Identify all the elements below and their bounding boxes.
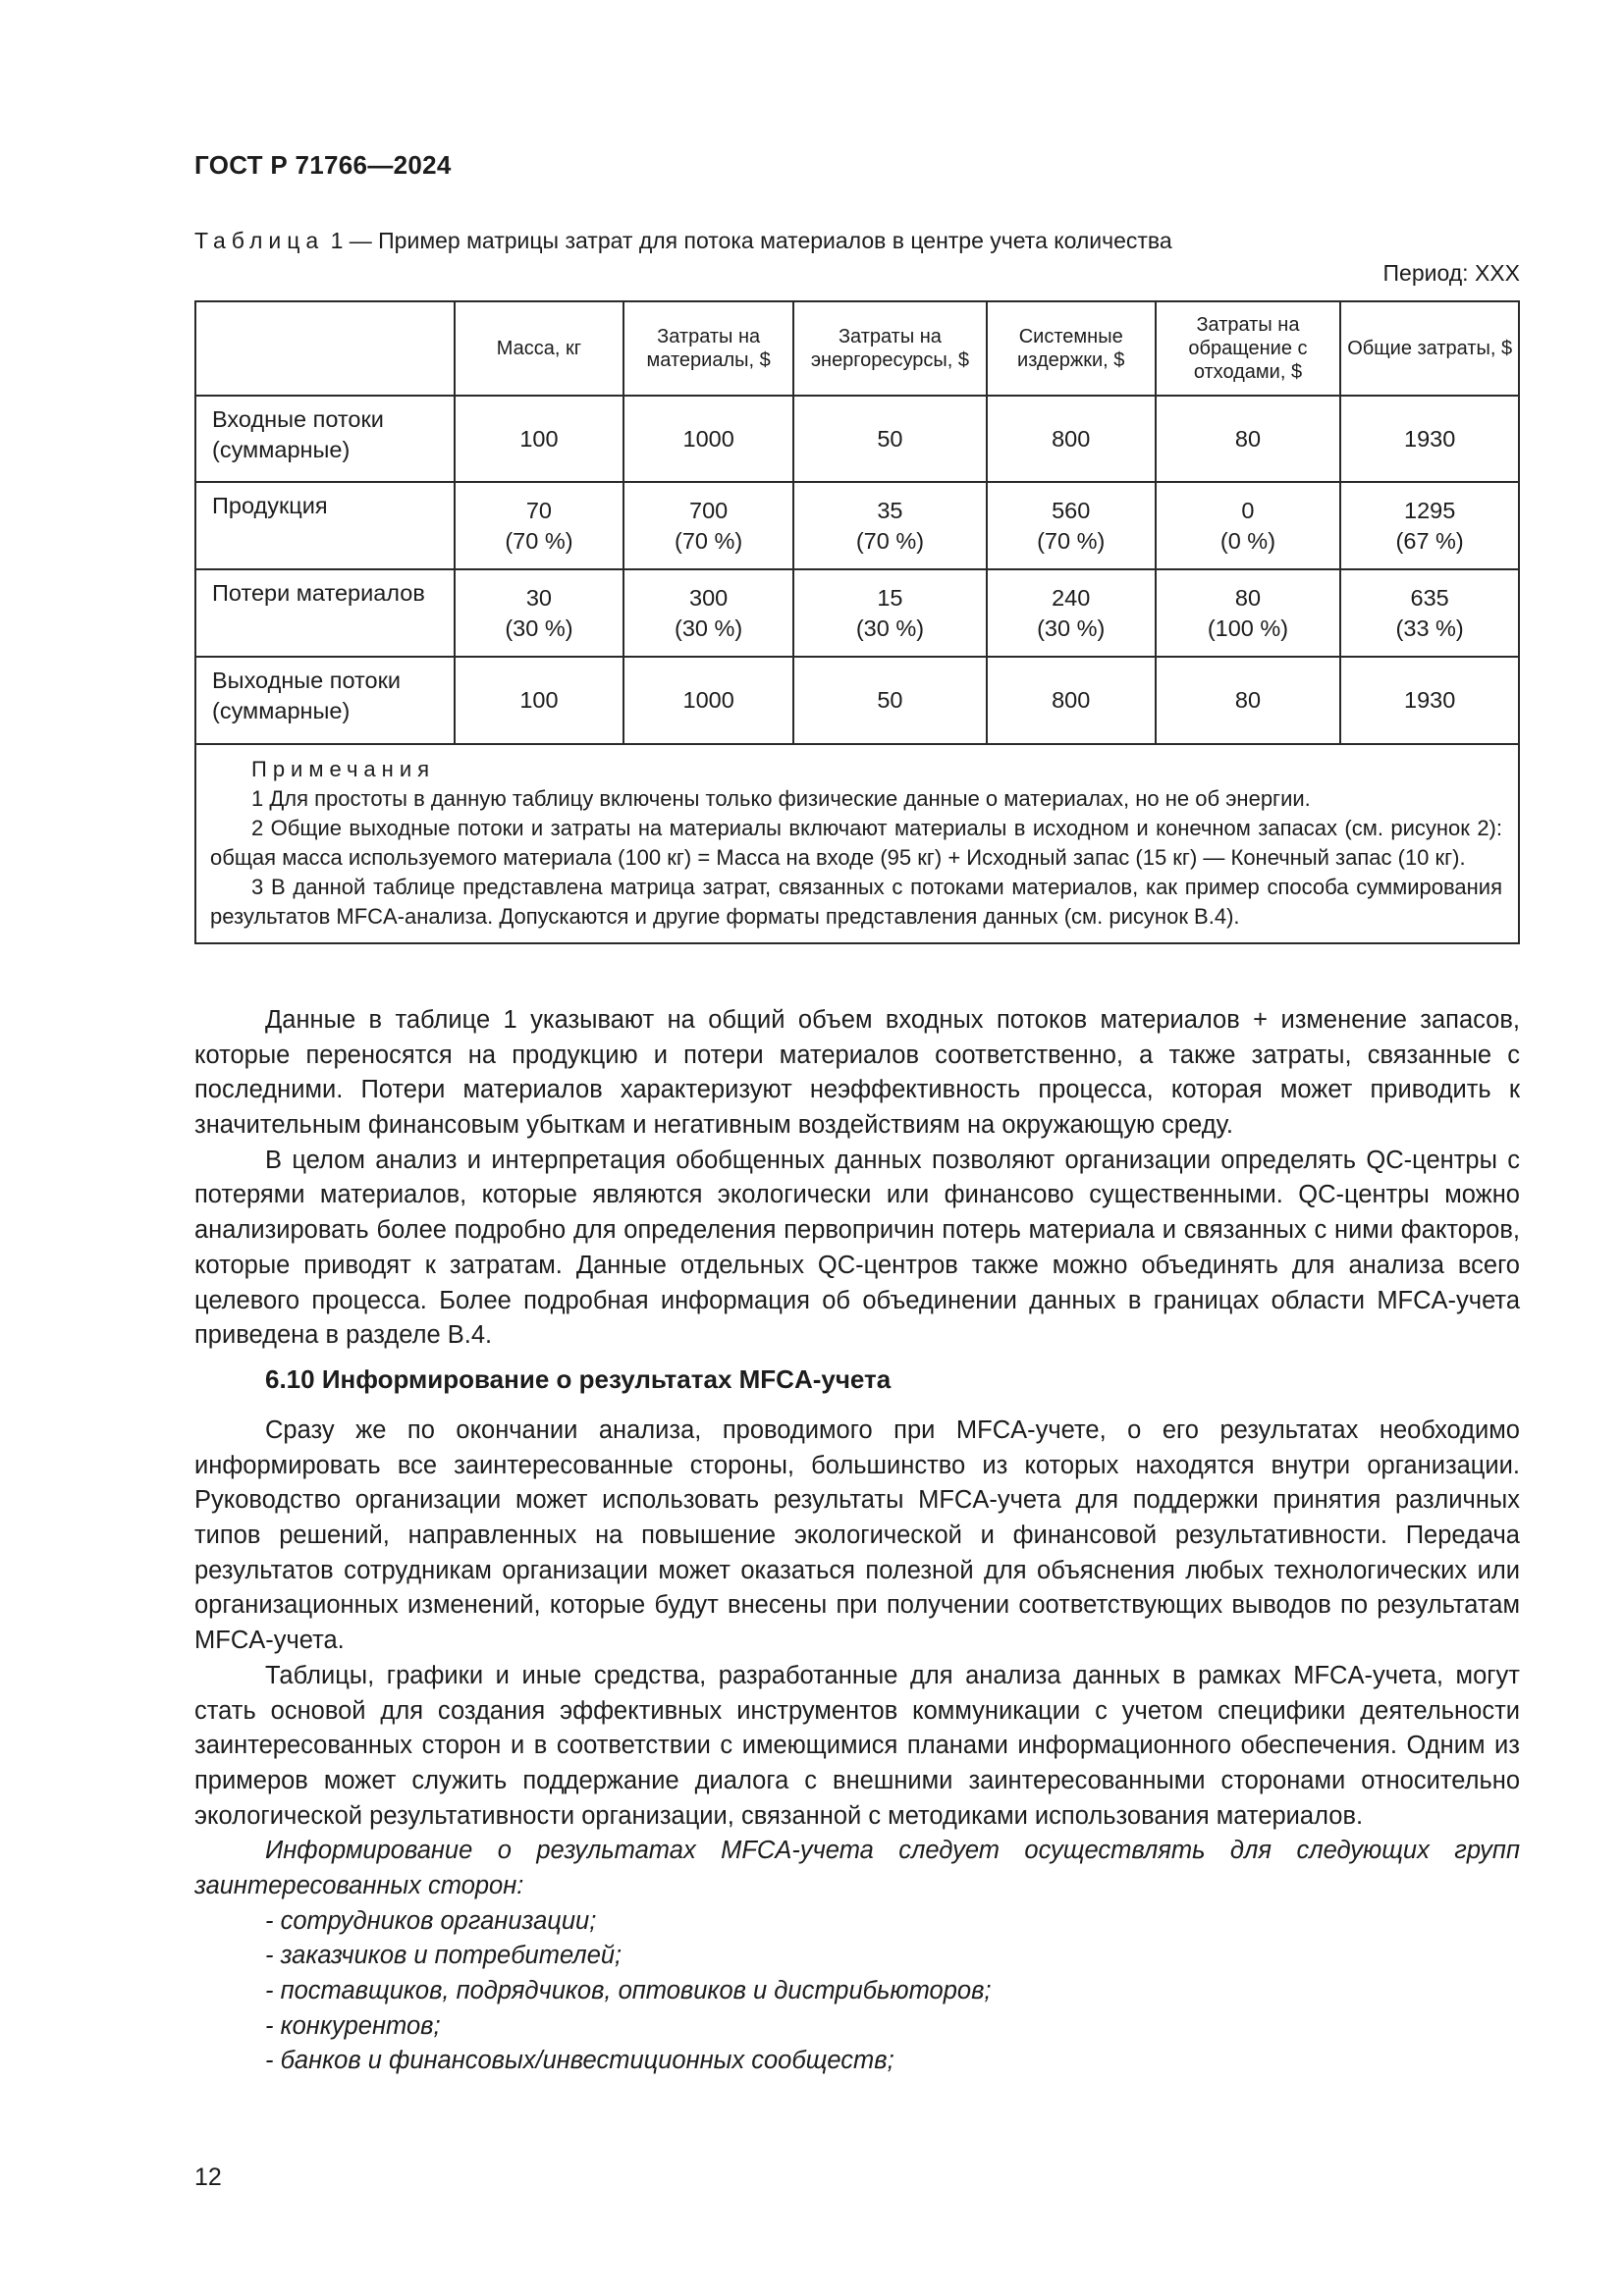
table-cell: 100 — [455, 657, 624, 744]
table-cell: 80 — [1156, 657, 1341, 744]
table-cell: 1295 (67 %) — [1340, 482, 1519, 569]
note-item: 1 Для простоты в данную таблицу включены только физические данные о материалах, но не об энергии. — [251, 785, 1311, 811]
table-cell: 1000 — [623, 396, 793, 482]
cost-matrix-table — [194, 300, 1520, 944]
table-cell: 80 — [1156, 396, 1341, 482]
section-heading: 6.10 Информирование о результатах MFCA-учета — [265, 1364, 892, 1394]
notes-title: Примечания — [251, 757, 436, 781]
period-label: Период: ХХХ — [1382, 260, 1520, 286]
table-cell: 30 (30 %) — [455, 569, 624, 657]
body-text-1 — [194, 1003, 1520, 1354]
table-cell: 80 (100 %) — [1156, 569, 1341, 657]
column-header: Масса, кг — [455, 301, 624, 396]
table-row — [195, 569, 1519, 657]
table-cell: 100 — [455, 396, 624, 482]
table-caption-label: Таблица — [194, 228, 325, 253]
list-item: - банков и финансовых/инвестиционных сообществ; — [265, 2047, 894, 2075]
table-cell: 1930 — [1340, 657, 1519, 744]
paragraph: Таблицы, графики и иные средства, разработанные для анализа данных в рамках MFCA-учета, могут стать основой для создания эффективных инструментов коммуникации с учетом специфики деятельности заинтересованных сторон и в соответствии с имеющимися планами информационного обеспечения. Одним из примеров может служить поддержание диалога с внешними заинтересованными сторонами относительно экологической результативности организации, связанной с методиками использования материалов. — [194, 1661, 1520, 1830]
paragraph: В целом анализ и интерпретация обобщенных данных позволяют организации определять QC-центры с потерями материалов, которые являются экологически или финансово существенными. QC-центры можно анализировать более подробно для определения первопричин потерь материала и связанных с ними факторов, которые приводят к затратам. Данные отдельных QC-центров также можно объединять для анализа всего целевого процесса. Более подробная информация об объединении данных в границах области MFCA-учета приведена в разделе В.4. — [194, 1146, 1520, 1350]
table-header-row — [195, 301, 1519, 396]
table-cell: 800 — [987, 657, 1156, 744]
table-cell: 15 (30 %) — [793, 569, 987, 657]
column-header: Общие затраты, $ — [1340, 301, 1519, 396]
column-header: Затраты на обращение с отходами, $ — [1156, 301, 1341, 396]
table-cell: 240 (30 %) — [987, 569, 1156, 657]
table-caption-text: 1 — Пример матрицы затрат для потока материалов в центре учета количества — [324, 228, 1172, 253]
table-cell: 1930 — [1340, 396, 1519, 482]
table-caption — [194, 228, 1172, 254]
table-notes-row — [195, 744, 1519, 943]
table-cell: 635 (33 %) — [1340, 569, 1519, 657]
table-cell: 70 (70 %) — [455, 482, 624, 569]
list-item: - конкурентов; — [265, 2011, 441, 2040]
list-item: - поставщиков, подрядчиков, оптовиков и дистрибьюторов; — [265, 1977, 992, 2004]
list-item: - заказчиков и потребителей; — [265, 1942, 623, 1970]
header-corner-cell — [195, 301, 455, 396]
table-cell: 700 (70 %) — [623, 482, 793, 569]
column-header: Системные издержки, $ — [987, 301, 1156, 396]
table-cell: 1000 — [623, 657, 793, 744]
paragraph: Сразу же по окончании анализа, проводимого при MFCA-учете, о его результатах необходимо информировать все заинтересованные стороны, большинство из которых находятся внутри организации. Руководство организации может использовать результаты MFCA-учета для поддержки принятия различных типов решений, направленных на повышение экологической и финансовой результативности. Передача результатов сотрудникам организации может оказаться полезной для объяснения любых технологических или организационных изменений, которые будут внесены при получении соответствующих выводов по результатам MFCA-учета. — [194, 1416, 1520, 1655]
row-label: Выходные потоки (суммарные) — [195, 657, 455, 744]
table-row — [195, 657, 1519, 744]
table-cell: 50 — [793, 396, 987, 482]
table-cell: 800 — [987, 396, 1156, 482]
body-text-2 — [194, 1414, 1520, 2079]
list-item: - сотрудников организации; — [265, 1906, 597, 1935]
page-number: 12 — [194, 2163, 222, 2191]
row-label: Продукция — [195, 482, 455, 569]
note-item: 3 В данной таблице представлена матрица затрат, связанных с потоками материалов, как пример способа суммирования результатов MFCA-анализа. Допускаются и другие форматы представления данных (см. рисунок В.4). — [210, 874, 1502, 929]
table-cell: 35 (70 %) — [793, 482, 987, 569]
table-cell: 50 — [793, 657, 987, 744]
column-header: Затраты на энергоресурсы, $ — [793, 301, 987, 396]
table-cell: 560 (70 %) — [987, 482, 1156, 569]
row-label: Входные потоки (суммарные) — [195, 396, 455, 482]
column-header: Затраты на материалы, $ — [623, 301, 793, 396]
paragraph: Данные в таблице 1 указывают на общий объем входных потоков материалов + изменение запасов, которые переносятся на продукцию и потери материалов соответственно, а также затраты, связанные с последними. Потери материалов характеризуют неэффективность процесса, которая может приводить к значительным финансовым убыткам и негативным воздействиям на окружающую среду. — [194, 1006, 1520, 1140]
table-row — [195, 482, 1519, 569]
document-header: ГОСТ Р 71766—2024 — [194, 150, 452, 180]
table-cell: 300 (30 %) — [623, 569, 793, 657]
italic-paragraph: Информирование о результатах MFCA-учета следует осуществлять для следующих групп заинтересованных сторон: — [194, 1837, 1520, 1899]
table-cell: 0 (0 %) — [1156, 482, 1341, 569]
row-label: Потери материалов — [195, 569, 455, 657]
note-item: 2 Общие выходные потоки и затраты на материалы включают материалы в исходном и конечном запасах (см. рисунок 2): общая масса используемого материала (100 кг) = Масса на входе (95 кг) + Исходный запас (15 кг) — Конечный запас (10 кг). — [210, 815, 1502, 870]
table-row — [195, 396, 1519, 482]
table-notes — [195, 744, 1519, 943]
